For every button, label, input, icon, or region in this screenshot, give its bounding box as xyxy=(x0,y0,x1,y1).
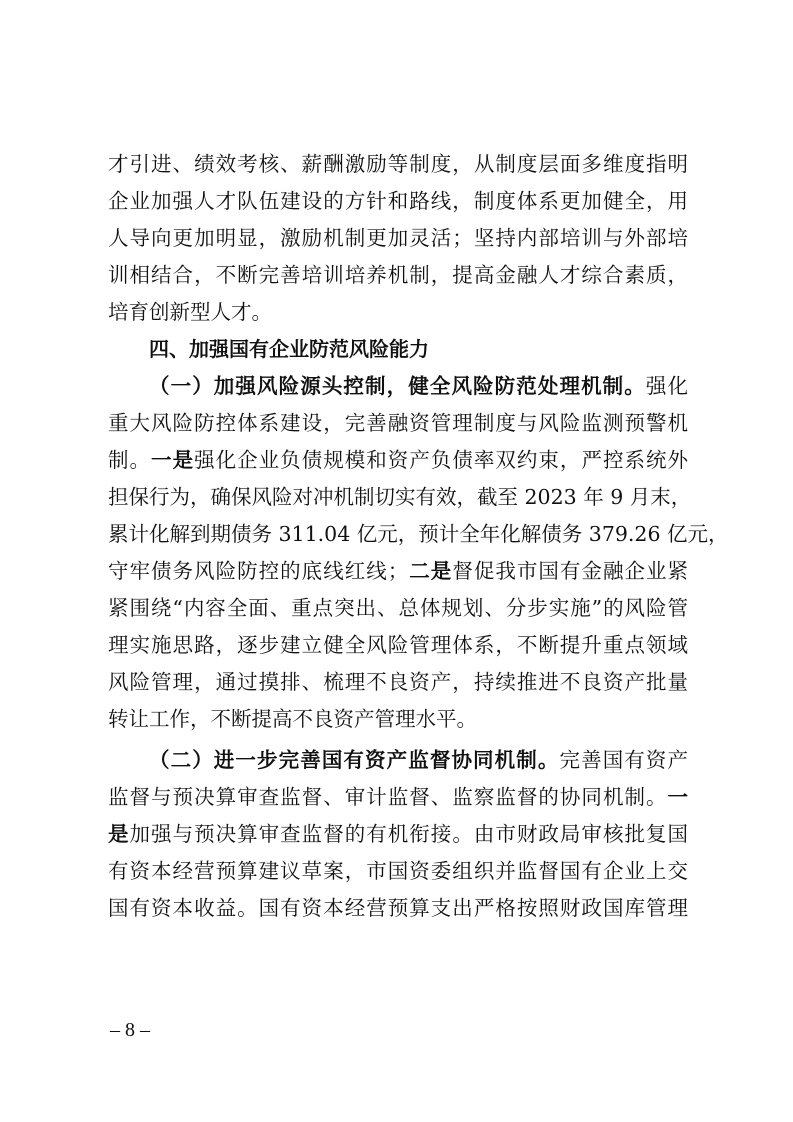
text-line: 担保行为，确保风险对冲机制切实有效，截至 2023 年 9 月末， xyxy=(108,485,692,509)
text-line: 培育创新型人才。 xyxy=(108,300,272,324)
text-line: 风险管理，通过摸排、梳理不良资产，持续推进不良资产批量 xyxy=(108,670,688,694)
text-line: 重大风险防控体系建设，完善融资管理制度与风险监测预警机 xyxy=(108,411,688,435)
emphasis-bold: 一是 xyxy=(151,448,195,472)
text-line: 国有资本收益。国有资本经营预算支出严格按照财政国库管理 xyxy=(108,896,688,920)
text-line xyxy=(108,442,688,479)
text-line xyxy=(108,779,688,816)
paragraph-risk-control xyxy=(108,368,729,738)
page-body xyxy=(108,146,729,927)
text-line: 人导向更加明显，激励机制更加灵活；坚持内部培训与外部培 xyxy=(108,226,688,250)
subheading-bold: （一）加强风险源头控制，健全风险防范处理机制。 xyxy=(149,374,646,398)
text-span: 督促我市国有金融企业紧 xyxy=(452,559,689,583)
page-number: – 8 – xyxy=(110,1019,150,1041)
text-line: 企业加强人才队伍建设的方针和路线，制度体系更加健全，用 xyxy=(108,189,688,213)
text-span: 强化 xyxy=(645,374,689,398)
text-span: 加强与预决算审查监督的有机衔接。由市财政局审核批复国 xyxy=(129,822,689,846)
text-line: 紧围绕“内容全面、重点突出、总体规划、分步实施”的风险管 xyxy=(108,596,688,620)
text-line: 有资本经营预算建议草案，市国资委组织并监督国有企业上交 xyxy=(108,859,688,883)
emphasis-bold: 二是 xyxy=(408,559,453,583)
text-line xyxy=(108,368,688,405)
text-span: 监督与预决算审查监督、审计监督、监察监督的协同机制。 xyxy=(108,785,668,809)
text-line: 训相结合，不断完善培训培养机制，提高金融人才综合素质， xyxy=(108,263,688,287)
text-span: 守牢债务风险防控的底线红线； xyxy=(108,559,409,583)
text-line xyxy=(108,742,688,779)
emphasis-bold: 是 xyxy=(108,822,130,846)
subheading-bold: （二）进一步完善国有资产监督协同机制。 xyxy=(149,748,560,772)
paragraph-talent-system xyxy=(108,146,688,331)
emphasis-bold: 一 xyxy=(667,785,688,809)
section-heading: 四、加强国有企业防范风险能力 xyxy=(149,337,429,361)
text-line: 才引进、绩效考核、薪酬激励等制度，从制度层面多维度指明 xyxy=(108,152,688,176)
text-span: 强化企业负债规模和资产负债率双约束，严控系统外 xyxy=(194,448,689,472)
text-span: 制。 xyxy=(108,448,152,472)
text-line xyxy=(108,553,688,590)
text-span: 完善国有资产 xyxy=(559,748,689,772)
text-line xyxy=(108,816,688,853)
text-line: 累计化解到期债务 311.04 亿元，预计全年化解债务 379.26 亿元， xyxy=(108,522,729,546)
text-line: 理实施思路，逐步建立健全风险管理体系，不断提升重点领域 xyxy=(108,633,688,657)
paragraph-supervision xyxy=(108,742,688,927)
text-line: 转让工作，不断提高不良资产管理水平。 xyxy=(108,707,477,731)
